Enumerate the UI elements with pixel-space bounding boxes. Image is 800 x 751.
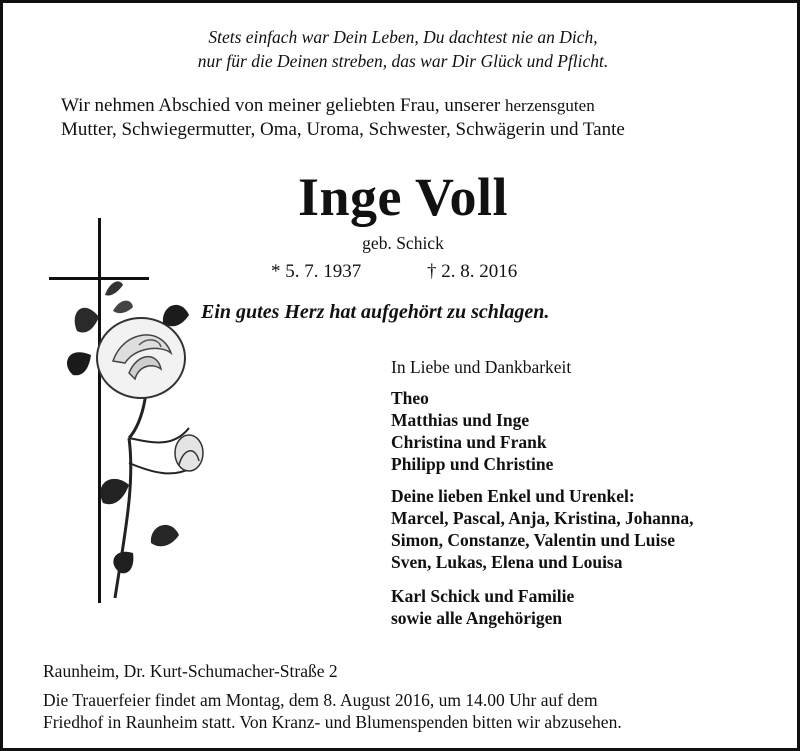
intro-line-1 xyxy=(61,95,595,117)
family-line: Deine lieben Enkel und Urenkel: xyxy=(391,486,635,506)
family-line: Philipp und Christine xyxy=(391,454,554,474)
intro-line-2: Mutter, Schwiegermutter, Oma, Uroma, Schwester, Schwägerin und Tante xyxy=(61,119,625,140)
family-line: Theo xyxy=(391,388,429,408)
family-group-2 xyxy=(391,485,694,573)
family-line: Matthias und Inge xyxy=(391,410,530,430)
funeral-notice xyxy=(43,689,622,733)
poem-line-2: nur für die Deinen streben, das war Dir Glück und Pflicht. xyxy=(197,51,609,71)
family-line: sowie alle Angehörigen xyxy=(391,608,563,628)
family-group-1 xyxy=(391,387,553,475)
birth-date: * 5. 7. 1937 xyxy=(271,261,362,282)
funeral-line-2: Friedhof in Raunheim statt. Von Kranz- und Blumenspenden bitten wir abzusehen. xyxy=(43,712,622,732)
death-date: † 2. 8. 2016 xyxy=(427,261,518,282)
family-line: Karl Schick und Familie xyxy=(391,586,575,606)
poem-line-1: Stets einfach war Dein Leben, Du dachtest nie an Dich, xyxy=(208,27,598,47)
rose-icon xyxy=(67,281,203,598)
deceased-name: Inge Voll xyxy=(297,167,509,227)
address: Raunheim, Dr. Kurt-Schumacher-Straße 2 xyxy=(43,661,338,681)
intro-line-1-main: Wir nehmen Abschied von meiner geliebten Frau, unserer xyxy=(61,95,501,116)
family-line: Sven, Lukas, Elena und Louisa xyxy=(391,552,623,572)
motto: Ein gutes Herz hat aufgehört zu schlagen. xyxy=(201,301,550,323)
family-line: Marcel, Pascal, Anja, Kristina, Johanna, xyxy=(391,508,694,528)
family-line: Christina und Frank xyxy=(391,432,547,452)
family-line: Simon, Constanze, Valentin und Luise xyxy=(391,530,675,550)
cross-icon xyxy=(49,218,149,603)
family-group-3 xyxy=(391,585,574,629)
cross-and-rose-illustration xyxy=(43,213,223,613)
funeral-line-1: Die Trauerfeier findet am Montag, dem 8. August 2016, um 14.00 Uhr auf dem xyxy=(43,690,598,710)
intro-line-1-small: herzensguten xyxy=(505,96,595,115)
signoff: In Liebe und Dankbarkeit xyxy=(391,357,572,377)
maiden-name: geb. Schick xyxy=(362,233,444,253)
